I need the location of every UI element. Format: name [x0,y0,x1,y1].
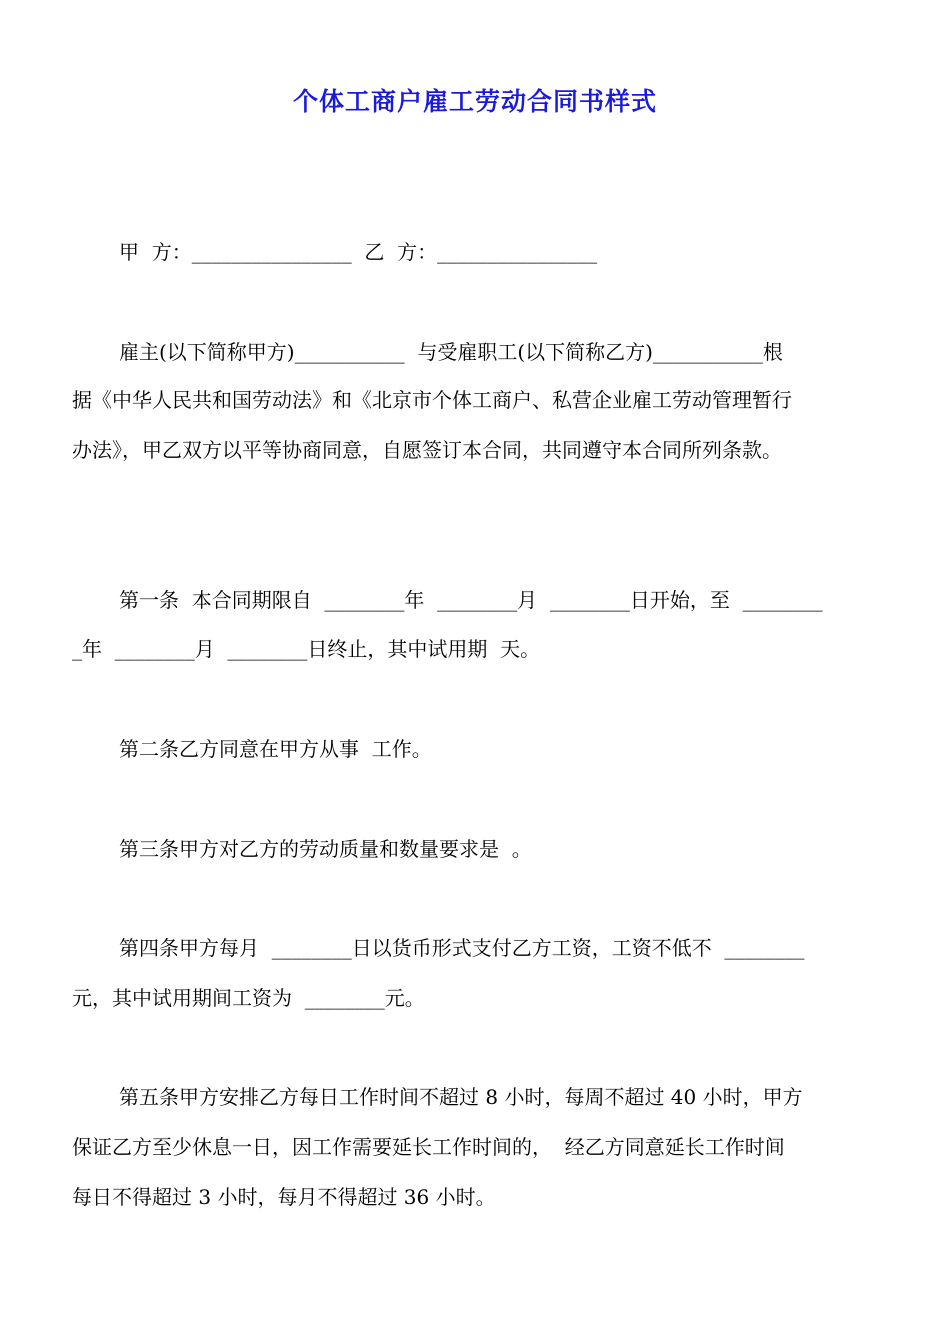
article-4-line-1: 第四条甲方每月 ________日以货币形式支付乙方工资，工资不低不 ________ [119,936,805,960]
article-3: 第三条甲方对乙方的劳动质量和数量要求是 。 [119,837,532,861]
article-2: 第二条乙方同意在甲方从事 工作。 [119,737,432,761]
preamble-line-3: 办法》，甲乙双方以平等协商同意，自愿签订本合同，共同遵守本合同所列条款。 [72,438,782,462]
article-4-line-2: 元，其中试用期间工资为 ________元。 [72,986,425,1010]
preamble-line-2: 据《中华人民共和国劳动法》和《北京市个体工商户、私营企业雇工劳动管理暂行 [72,388,792,412]
preamble-line-1: 雇主(以下简称甲方)___________ 与受雇职工(以下简称乙方)___________根 [119,340,783,364]
parties-line: 甲 方：________________ 乙 方：________________ [119,240,598,264]
article-5-line-2: 保证乙方至少休息一日，因工作需要延长工作时间的， 经乙方同意延长工作时间 [72,1135,785,1159]
document-title: 个体工商户雇工劳动合同书样式 [292,87,657,116]
article-1-line-2: _年 ________月 ________日终止，其中试用期 天。 [72,637,541,661]
article-5-line-3: 每日不得超过 3 小时，每月不得超过 36 小时。 [72,1185,496,1209]
article-1-line-1: 第一条 本合同期限自 ________年 ________月 ________日开始，至 ________ [119,588,823,612]
article-5-line-1: 第五条甲方安排乙方每日工作时间不超过 8 小时，每周不超过 40 小时，甲方 [119,1085,803,1109]
